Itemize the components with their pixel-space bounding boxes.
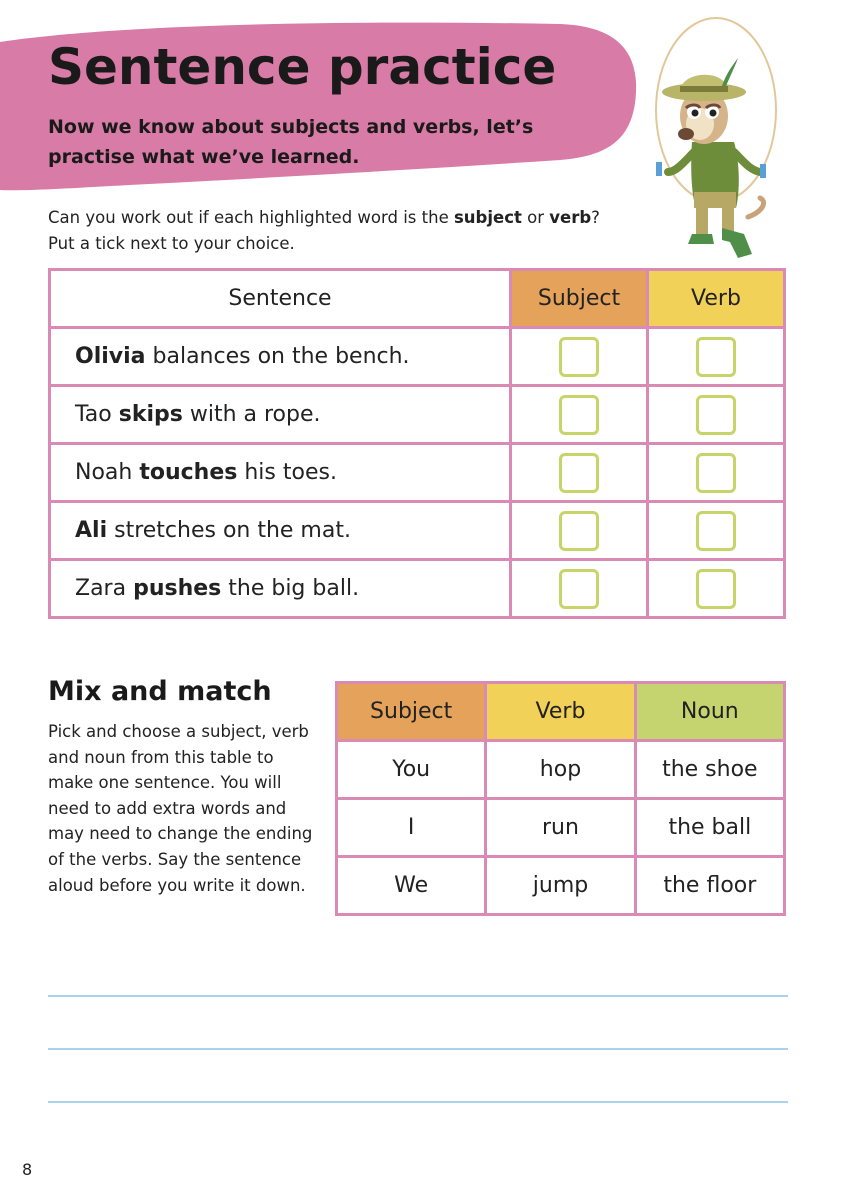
- subject-tick-box[interactable]: [559, 511, 599, 551]
- verb-tick-box[interactable]: [696, 569, 736, 609]
- sentence-cell: Olivia balances on the bench.: [50, 328, 511, 386]
- noun-cell: the ball: [635, 799, 784, 857]
- subject-tick-cell: [511, 386, 648, 444]
- page-number: 8: [22, 1160, 33, 1179]
- subject-cell: You: [337, 741, 486, 799]
- header-sentence: Sentence: [50, 270, 511, 328]
- instructions-line-1: Can you work out if each highlighted word is the subject or verb?: [48, 208, 600, 227]
- verb-tick-box[interactable]: [696, 511, 736, 551]
- subject-tick-box[interactable]: [559, 453, 599, 493]
- verb-tick-cell: [648, 328, 785, 386]
- table-row: [50, 560, 785, 618]
- mix-header-verb: Verb: [486, 683, 635, 741]
- subject-tick-cell: [511, 560, 648, 618]
- header-subject: Subject: [511, 270, 648, 328]
- table-row: [337, 857, 785, 915]
- header-verb: Verb: [648, 270, 785, 328]
- tick-table-header-row: [50, 270, 785, 328]
- writing-line[interactable]: [48, 1048, 788, 1050]
- subject-tick-cell: [511, 444, 648, 502]
- subject-tick-box[interactable]: [559, 337, 599, 377]
- task-instructions: [48, 205, 648, 257]
- table-row: [50, 444, 785, 502]
- subject-tick-box[interactable]: [559, 395, 599, 435]
- mix-table-header-row: [337, 683, 785, 741]
- verb-tick-box[interactable]: [696, 395, 736, 435]
- mix-and-match-heading: Mix and match: [48, 676, 272, 707]
- table-row: [337, 741, 785, 799]
- page-title: Sentence practice: [48, 38, 557, 96]
- subject-tick-cell: [511, 502, 648, 560]
- subject-verb-tick-table: [48, 268, 786, 619]
- writing-line[interactable]: [48, 995, 788, 997]
- verb-cell: run: [486, 799, 635, 857]
- table-row: [50, 502, 785, 560]
- verb-tick-cell: [648, 444, 785, 502]
- page-subtitle: Now we know about subjects and verbs, let’s practise what we’ve learned.: [48, 116, 534, 168]
- instructions-line-2: Put a tick next to your choice.: [48, 234, 295, 253]
- table-row: [50, 386, 785, 444]
- noun-cell: the shoe: [635, 741, 784, 799]
- writing-line[interactable]: [48, 1101, 788, 1103]
- subject-tick-box[interactable]: [559, 569, 599, 609]
- mix-and-match-instructions: Pick and choose a subject, verb and noun from this table to make one sentence. You will need to add extra words and may need to change the ending of the verbs. Say the sentence aloud before you write it down.: [48, 722, 313, 895]
- verb-cell: jump: [486, 857, 635, 915]
- verb-tick-cell: [648, 386, 785, 444]
- verb-tick-cell: [648, 560, 785, 618]
- sentence-cell: Ali stretches on the mat.: [50, 502, 511, 560]
- verb-tick-cell: [648, 502, 785, 560]
- table-row: [50, 328, 785, 386]
- mix-header-subject: Subject: [337, 683, 486, 741]
- mix-header-noun: Noun: [635, 683, 784, 741]
- subject-cell: I: [337, 799, 486, 857]
- verb-cell: hop: [486, 741, 635, 799]
- verb-tick-box[interactable]: [696, 337, 736, 377]
- subject-tick-cell: [511, 328, 648, 386]
- sentence-cell: Tao skips with a rope.: [50, 386, 511, 444]
- verb-tick-box[interactable]: [696, 453, 736, 493]
- sentence-cell: Noah touches his toes.: [50, 444, 511, 502]
- meerkat-mascot-illustration: [650, 12, 790, 267]
- subject-cell: We: [337, 857, 486, 915]
- noun-cell: the floor: [635, 857, 784, 915]
- mix-and-match-table: [335, 681, 786, 916]
- sentence-cell: Zara pushes the big ball.: [50, 560, 511, 618]
- table-row: [337, 799, 785, 857]
